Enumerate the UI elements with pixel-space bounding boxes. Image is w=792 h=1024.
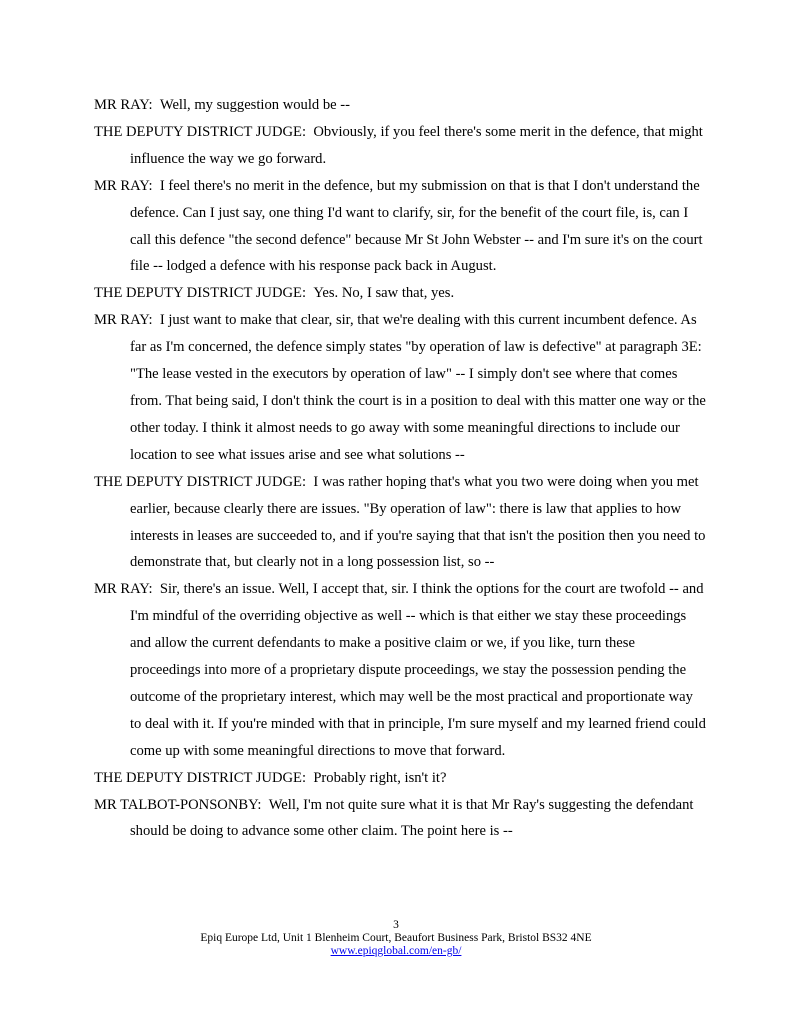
website-link[interactable]: www.epiqglobal.com/en-gb/ [330,945,462,957]
company-address: Epiq Europe Ltd, Unit 1 Blenheim Court, Beaufort Business Park, Bristol BS32 4NE [200,932,592,944]
turn-text: Obviously, if you feel there's some merit in the defence, that might influence the way we go forward. [130,123,703,167]
speaker-label: MR RAY: [94,97,153,113]
speaker-label: MR RAY: [94,177,153,194]
turn-text: Well, my suggestion would be -- [159,97,350,113]
page-footer [0,919,792,958]
turn-text: Probably right, isn't it? [313,769,447,786]
transcript-body [94,92,706,845]
turn-text: Sir, there's an issue. Well, I accept that, sir. I think the options for the court are twofold -- and I'm mindful of the overriding objective as well -- which is that either we stay these proceedings and allow the current defendants to make a positive claim or we, if you like, turn these proceedings into more of a proprietary dispute proceedings, we stay the possession pending the outcome of the proprietary interest, which may well be the most practical and proportionate way to deal with it. If you're minded with that in principle, I'm sure myself and my learned friend could come up with some meaningful directions to move that forward. [130,581,706,759]
speaker-label: THE DEPUTY DISTRICT JUDGE: [94,123,307,140]
turn-text: Yes. No, I saw that, yes. [313,285,455,302]
turn-text: I feel there's no merit in the defence, but my submission on that is that I don't understand the defence. Can I just say, one thing I'd want to clarify, sir, for the benefit of the court file, is, can I call this defence "the second defence" because Mr St John Webster -- and I'm sure it's on the court file -- lodged a defence with his response pack back in August. [130,177,703,275]
page-number: 3 [393,919,399,931]
transcript-turn [94,307,706,468]
speaker-label: MR RAY: [94,312,153,329]
turn-text: Well, I'm not quite sure what it is that Mr Ray's suggesting the defendant should be doing to advance some other claim. The point here is -- [130,796,694,840]
turn-text: I was rather hoping that's what you two were doing when you met earlier, because clearly there are issues. "By operation of law": there is law that applies to how interests in leases are succeeded to, and if you're saying that that isn't the position then you need to demonstrate that, but clearly not in a long possession list, so -- [130,473,706,571]
turn-text: I just want to make that clear, sir, that we're dealing with this current incumbent defence. As far as I'm concerned, the defence simply states "by operation of law is defective" at paragraph 3E: "The lease vested in the executors by operation of law" -- I simply don't see where that comes from. That being said, I don't think the court is in a position to deal with this matter one way or the other today. I think it almost needs to go away with some meaningful directions to include our location to see what issues arise and see what solutions -- [130,312,706,463]
transcript-turn [94,469,706,577]
transcript-turn [94,765,706,792]
transcript-turn [94,280,706,307]
transcript-turn [94,173,706,281]
transcript-turn [94,792,706,846]
transcript-turn [94,119,706,173]
speaker-label: MR RAY: [94,581,153,598]
speaker-label: THE DEPUTY DISTRICT JUDGE: [94,285,307,302]
speaker-label: THE DEPUTY DISTRICT JUDGE: [94,769,307,786]
speaker-label: THE DEPUTY DISTRICT JUDGE: [94,473,307,490]
transcript-turn [94,92,706,119]
transcript-turn [94,576,706,764]
speaker-label: MR TALBOT-PONSONBY: [94,796,262,813]
